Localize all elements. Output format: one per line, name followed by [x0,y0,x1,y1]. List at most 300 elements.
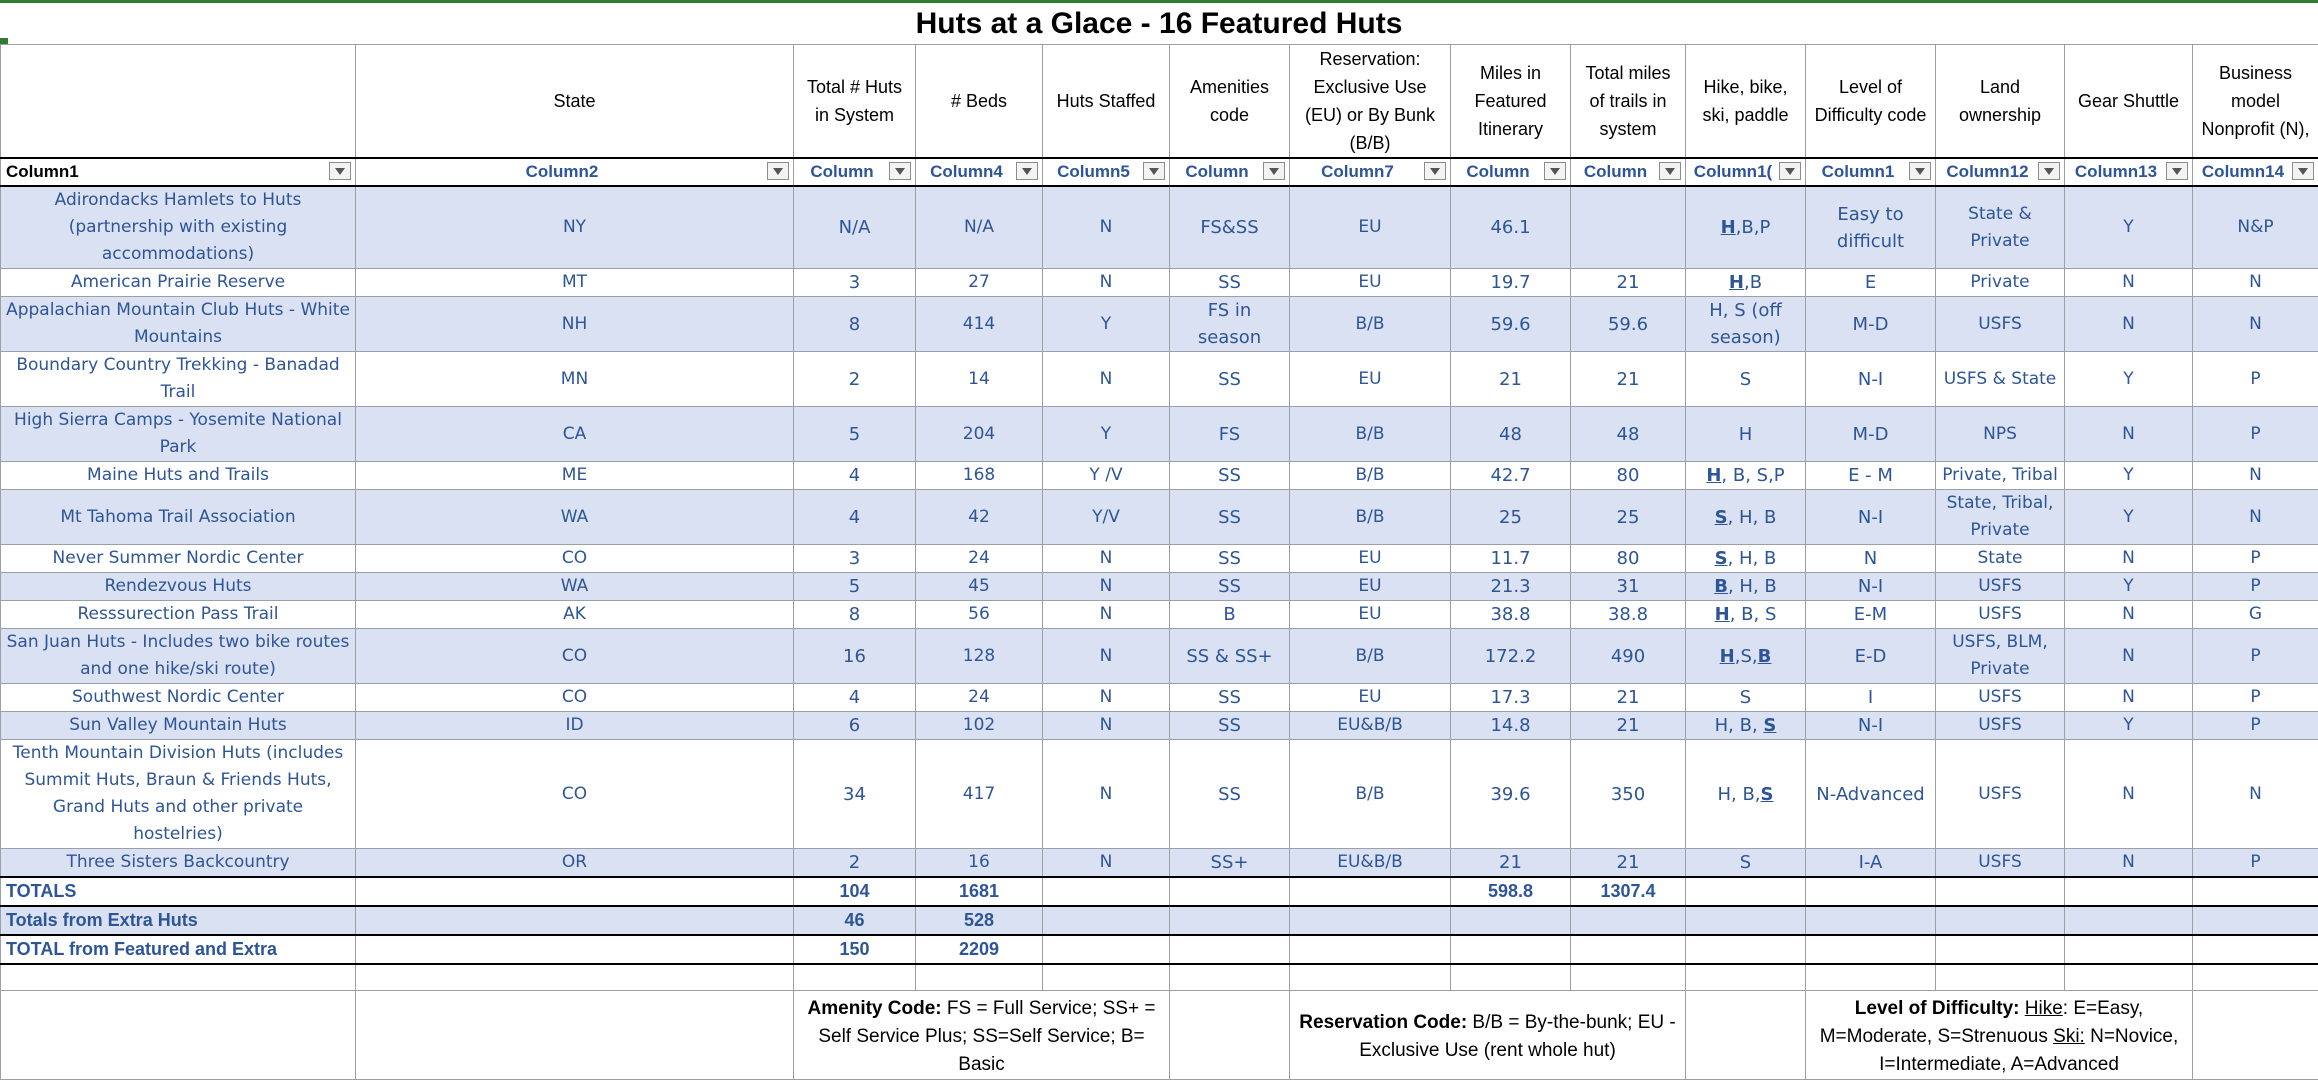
total-miles[interactable] [1451,935,1571,964]
beds-cell[interactable]: 24 [916,545,1043,573]
land-cell[interactable]: USFS [1936,740,2065,849]
huts-cell[interactable]: 34 [794,740,916,849]
state-cell[interactable]: MT [356,269,794,297]
res-cell[interactable]: EU [1290,684,1451,712]
diff-cell[interactable]: E - M [1806,462,1936,490]
shuttle-cell[interactable]: Y [2065,186,2193,269]
state-cell[interactable]: CO [356,740,794,849]
column-filter-13[interactable] [2065,158,2193,186]
activities-cell[interactable] [1686,297,1806,352]
amen-cell[interactable]: B [1170,601,1290,629]
miles-cell[interactable]: 172.2 [1451,629,1571,684]
activities-text: S [1740,852,1751,873]
shuttle-cell[interactable]: Y [2065,712,2193,740]
huts-table [0,44,2318,1080]
shuttle-cell[interactable]: N [2065,601,2193,629]
amen-cell[interactable]: SS [1170,462,1290,490]
trail-cell[interactable]: 38.8 [1571,601,1686,629]
biz-cell[interactable]: P [2193,407,2318,462]
hut-name-cell[interactable]: American Prairie Reserve [1,269,356,297]
totals-label[interactable]: TOTALS [1,877,356,906]
trail-cell[interactable]: 21 [1571,684,1686,712]
total-beds[interactable]: 2209 [916,935,1043,964]
filter-dropdown-icon[interactable] [767,162,789,180]
hut-name-cell[interactable]: Boundary Country Trekking - Banadad Trail [1,352,356,407]
filter-dropdown-icon[interactable] [1424,162,1446,180]
miles-cell[interactable]: 19.7 [1451,269,1571,297]
column-filter-2[interactable] [356,158,794,186]
beds-cell[interactable]: 168 [916,462,1043,490]
primary-activity: H [1706,465,1721,486]
shuttle-cell[interactable]: Y [2065,573,2193,601]
column-filter-4[interactable] [916,158,1043,186]
miles-cell[interactable]: 11.7 [1451,545,1571,573]
miles-cell[interactable]: 21 [1451,849,1571,878]
state-cell[interactable]: NY [356,186,794,269]
header-cell-10[interactable]: Hike, bike, ski, paddle [1686,45,1806,159]
filter-dropdown-icon[interactable] [1544,162,1566,180]
shuttle-cell[interactable]: Y [2065,462,2193,490]
column-filter-5[interactable] [1043,158,1170,186]
header-cell-7[interactable]: Reservation: Exclusive Use (EU) or By Bunk (B/B) [1290,45,1451,159]
column-filter-6[interactable] [1170,158,1290,186]
column-filter-1[interactable] [1,158,356,186]
column-filter-10[interactable] [1686,158,1806,186]
activities-cell[interactable] [1686,352,1806,407]
staffed-cell[interactable]: N [1043,629,1170,684]
column-filter-8[interactable] [1451,158,1571,186]
shuttle-cell[interactable]: N [2065,629,2193,684]
trail-cell[interactable]: 31 [1571,573,1686,601]
huts-cell[interactable]: 2 [794,849,916,878]
amen-cell[interactable]: SS [1170,490,1290,545]
huts-cell[interactable]: 4 [794,462,916,490]
biz-cell[interactable]: P [2193,684,2318,712]
amen-cell[interactable]: SS [1170,545,1290,573]
filter-dropdown-icon[interactable] [1263,162,1285,180]
header-cell-12[interactable]: Land ownership [1936,45,2065,159]
huts-cell[interactable]: 5 [794,407,916,462]
table-row [1,490,2318,545]
huts-cell[interactable]: 3 [794,545,916,573]
staffed-cell[interactable]: Y [1043,407,1170,462]
reservation-code-legend: Reservation Code: B/B = By-the-bunk; EU - Exclusive Use (rent whole hut) [1290,990,1686,1079]
total-huts[interactable]: 104 [794,877,916,906]
primary-activity: H [1729,272,1744,293]
state-cell[interactable]: CA [356,407,794,462]
header-cell-11[interactable]: Level of Difficulty code [1806,45,1936,159]
primary-activity: H [1721,217,1736,238]
filter-label: Column14 [2202,162,2284,181]
activities-cell[interactable] [1686,849,1806,878]
shuttle-cell[interactable]: N [2065,407,2193,462]
filter-row [1,158,2318,186]
table-row [1,629,2318,684]
state-cell[interactable]: CO [356,545,794,573]
filter-label: Column [810,162,873,181]
column-filter-7[interactable] [1290,158,1451,186]
column-filter-12[interactable] [1936,158,2065,186]
trail-cell[interactable]: 350 [1571,740,1686,849]
diff-cell[interactable]: Easy to difficult [1806,186,1936,269]
state-cell[interactable]: AK [356,601,794,629]
table-row [1,849,2318,878]
activities-text: H [1739,424,1753,445]
header-cell-8[interactable]: Miles in Featured Itinerary [1451,45,1571,159]
totals-label[interactable]: TOTAL from Featured and Extra [1,935,356,964]
state-cell[interactable]: CO [356,684,794,712]
activities-cell[interactable] [1686,545,1806,573]
staffed-cell[interactable]: Y [1043,297,1170,352]
state-cell[interactable]: ID [356,712,794,740]
total-trail[interactable] [1571,935,1686,964]
land-cell[interactable]: USFS [1936,297,2065,352]
miles-cell[interactable]: 48 [1451,407,1571,462]
activities-cell[interactable] [1686,601,1806,629]
amen-cell[interactable]: SS [1170,573,1290,601]
huts-cell[interactable]: 5 [794,573,916,601]
hut-name-cell[interactable]: Sun Valley Mountain Huts [1,712,356,740]
beds-cell[interactable]: 14 [916,352,1043,407]
land-cell[interactable]: State [1936,545,2065,573]
amen-cell[interactable]: SS [1170,712,1290,740]
state-cell[interactable]: NH [356,297,794,352]
activities-text: , H, B [1728,507,1777,528]
staffed-cell[interactable]: N [1043,684,1170,712]
header-row [1,45,2318,159]
column-filter-9[interactable] [1571,158,1686,186]
diff-cell[interactable]: M-D [1806,407,1936,462]
huts-cell[interactable]: 2 [794,352,916,407]
diff-cell[interactable]: N-I [1806,352,1936,407]
primary-activity: H [1720,646,1735,667]
state-cell[interactable]: OR [356,849,794,878]
diff-cell[interactable]: E-M [1806,601,1936,629]
amen-cell[interactable]: FS in season [1170,297,1290,352]
shuttle-cell[interactable]: N [2065,740,2193,849]
shuttle-cell[interactable]: N [2065,545,2193,573]
miles-cell[interactable]: 42.7 [1451,462,1571,490]
miles-cell[interactable]: 21.3 [1451,573,1571,601]
beds-cell[interactable]: N/A [916,186,1043,269]
staffed-cell[interactable]: Y /V [1043,462,1170,490]
land-cell[interactable]: USFS [1936,849,2065,878]
diff-cell[interactable]: E [1806,269,1936,297]
diff-cell[interactable]: I [1806,684,1936,712]
total-miles[interactable]: 598.8 [1451,877,1571,906]
column-filter-14[interactable] [2193,158,2318,186]
blank-row [1,964,2318,990]
res-cell[interactable]: EU [1290,186,1451,269]
miles-cell[interactable]: 17.3 [1451,684,1571,712]
header-cell-4[interactable]: # Beds [916,45,1043,159]
state-cell[interactable]: MN [356,352,794,407]
hut-name-cell[interactable]: Adirondacks Hamlets to Huts (partnership with existing accommodations) [1,186,356,269]
biz-cell[interactable]: P [2193,573,2318,601]
diff-cell[interactable]: N-I [1806,490,1936,545]
huts-cell[interactable]: 6 [794,712,916,740]
staffed-cell[interactable]: N [1043,740,1170,849]
res-cell[interactable]: EU [1290,545,1451,573]
header-cell-1[interactable] [1,45,356,159]
trail-cell[interactable]: 80 [1571,462,1686,490]
miles-cell[interactable]: 39.6 [1451,740,1571,849]
land-cell[interactable]: NPS [1936,407,2065,462]
state-cell[interactable]: CO [356,629,794,684]
huts-cell[interactable]: 8 [794,601,916,629]
hut-name-cell[interactable]: Resssurection Pass Trail [1,601,356,629]
biz-cell[interactable]: P [2193,849,2318,878]
shuttle-cell[interactable]: N [2065,297,2193,352]
biz-cell[interactable]: N [2193,740,2318,849]
amen-cell[interactable]: SS [1170,740,1290,849]
res-cell[interactable]: B/B [1290,490,1451,545]
column-filter-3[interactable] [794,158,916,186]
trail-cell[interactable]: 48 [1571,407,1686,462]
trail-cell[interactable]: 21 [1571,849,1686,878]
filter-dropdown-icon[interactable] [1143,162,1165,180]
res-cell[interactable]: B/B [1290,629,1451,684]
miles-cell[interactable]: 21 [1451,352,1571,407]
state-cell[interactable]: WA [356,573,794,601]
staffed-cell[interactable]: N [1043,601,1170,629]
header-cell-5[interactable]: Huts Staffed [1043,45,1170,159]
amen-cell[interactable]: FS [1170,407,1290,462]
filter-label: Column2 [526,162,599,181]
trail-cell[interactable]: 21 [1571,712,1686,740]
total-trail[interactable]: 1307.4 [1571,877,1686,906]
filter-label: Column12 [1946,162,2028,181]
filter-dropdown-icon[interactable] [329,162,351,180]
biz-cell[interactable]: N [2193,462,2318,490]
filter-label: Column [1584,162,1647,181]
filter-dropdown-icon[interactable] [1659,162,1681,180]
diff-cell[interactable]: N [1806,545,1936,573]
amen-cell[interactable]: SS+ [1170,849,1290,878]
trail-cell[interactable] [1571,186,1686,269]
trail-cell[interactable]: 80 [1571,545,1686,573]
diff-cell[interactable]: M-D [1806,297,1936,352]
table-row [1,407,2318,462]
table-row [1,297,2318,352]
land-cell[interactable]: USFS [1936,712,2065,740]
hut-name-cell[interactable]: Maine Huts and Trails [1,462,356,490]
res-cell[interactable]: EU [1290,601,1451,629]
hut-name-cell[interactable]: Appalachian Mountain Club Huts - White Mountains [1,297,356,352]
staffed-cell[interactable]: N [1043,573,1170,601]
res-cell[interactable]: B/B [1290,740,1451,849]
hut-name-cell[interactable]: Rendezvous Huts [1,573,356,601]
filter-dropdown-icon[interactable] [1909,162,1931,180]
hut-name-cell[interactable]: Southwest Nordic Center [1,684,356,712]
hut-name-cell[interactable]: Never Summer Nordic Center [1,545,356,573]
activities-cell[interactable] [1686,573,1806,601]
column-filter-11[interactable] [1806,158,1936,186]
beds-cell[interactable]: 102 [916,712,1043,740]
trail-cell[interactable]: 25 [1571,490,1686,545]
diff-cell[interactable]: N-I [1806,712,1936,740]
beds-cell[interactable]: 414 [916,297,1043,352]
diff-cell[interactable]: I-A [1806,849,1936,878]
biz-cell[interactable]: P [2193,352,2318,407]
beds-cell[interactable]: 417 [916,740,1043,849]
total-miles[interactable] [1451,906,1571,935]
hut-name-cell[interactable]: Tenth Mountain Division Huts (includes Summit Huts, Braun & Friends Huts, Grand Huts and other private hostelries) [1,740,356,849]
amen-cell[interactable]: SS [1170,352,1290,407]
total-huts[interactable]: 150 [794,935,916,964]
res-cell[interactable]: EU [1290,269,1451,297]
beds-cell[interactable]: 27 [916,269,1043,297]
huts-cell[interactable]: N/A [794,186,916,269]
activities-cell[interactable] [1686,269,1806,297]
land-cell[interactable]: USFS & State [1936,352,2065,407]
res-cell[interactable]: EU [1290,352,1451,407]
table-row [1,269,2318,297]
total-trail[interactable] [1571,906,1686,935]
total-beds[interactable]: 528 [916,906,1043,935]
amen-cell[interactable]: SS [1170,269,1290,297]
total-beds[interactable]: 1681 [916,877,1043,906]
trail-cell[interactable]: 59.6 [1571,297,1686,352]
shuttle-cell[interactable]: N [2065,849,2193,878]
land-cell[interactable]: USFS [1936,684,2065,712]
header-cell-14[interactable]: Business model Nonprofit (N), [2193,45,2318,159]
activities-cell[interactable] [1686,186,1806,269]
staffed-cell[interactable]: N [1043,352,1170,407]
biz-cell[interactable]: N [2193,269,2318,297]
shuttle-cell[interactable]: Y [2065,490,2193,545]
staffed-cell[interactable]: N [1043,545,1170,573]
miles-cell[interactable]: 46.1 [1451,186,1571,269]
beds-cell[interactable]: 16 [916,849,1043,878]
activities-cell[interactable] [1686,684,1806,712]
header-cell-13[interactable]: Gear Shuttle [2065,45,2193,159]
staffed-cell[interactable]: N [1043,712,1170,740]
primary-activity: S [1715,548,1728,569]
activities-cell[interactable] [1686,490,1806,545]
staffed-cell[interactable]: N [1043,269,1170,297]
land-cell[interactable]: USFS, BLM, Private [1936,629,2065,684]
beds-cell[interactable]: 56 [916,601,1043,629]
beds-cell[interactable]: 45 [916,573,1043,601]
header-cell-2[interactable]: State [356,45,794,159]
biz-cell[interactable]: N [2193,490,2318,545]
activities-cell[interactable] [1686,712,1806,740]
beds-cell[interactable]: 42 [916,490,1043,545]
diff-cell[interactable]: E-D [1806,629,1936,684]
shuttle-cell[interactable]: Y [2065,352,2193,407]
staffed-cell[interactable]: Y/V [1043,490,1170,545]
biz-cell[interactable]: G [2193,601,2318,629]
filter-label: Column7 [1321,162,1394,181]
activities-cell[interactable] [1686,462,1806,490]
res-cell[interactable]: EU&B/B [1290,849,1451,878]
res-cell[interactable]: EU [1290,573,1451,601]
filter-dropdown-icon[interactable] [1779,162,1801,180]
biz-cell[interactable]: P [2193,545,2318,573]
filter-dropdown-icon[interactable] [2166,162,2188,180]
filter-label: Column5 [1057,162,1130,181]
res-cell[interactable]: B/B [1290,462,1451,490]
res-cell[interactable]: EU&B/B [1290,712,1451,740]
hut-name-cell[interactable]: High Sierra Camps - Yosemite National Park [1,407,356,462]
filter-dropdown-icon[interactable] [2292,162,2314,180]
land-cell[interactable]: USFS [1936,573,2065,601]
biz-cell[interactable]: P [2193,712,2318,740]
filter-label: Column13 [2075,162,2157,181]
huts-cell[interactable]: 4 [794,684,916,712]
state-cell[interactable]: ME [356,462,794,490]
activities-cell[interactable] [1686,629,1806,684]
land-cell[interactable]: USFS [1936,601,2065,629]
activities-text: S [1740,369,1751,390]
res-cell[interactable]: B/B [1290,297,1451,352]
land-cell[interactable]: State, Tribal, Private [1936,490,2065,545]
diff-cell[interactable]: N-I [1806,573,1936,601]
res-cell[interactable]: B/B [1290,407,1451,462]
biz-cell[interactable]: N&P [2193,186,2318,269]
filter-dropdown-icon[interactable] [889,162,911,180]
header-cell-6[interactable]: Amenities code [1170,45,1290,159]
total-huts[interactable]: 46 [794,906,916,935]
amen-cell[interactable]: SS & SS+ [1170,629,1290,684]
hut-name-cell[interactable]: San Juan Huts - Includes two bike routes and one hike/ski route) [1,629,356,684]
amen-cell[interactable]: FS&SS [1170,186,1290,269]
staffed-cell[interactable]: N [1043,186,1170,269]
huts-cell[interactable]: 4 [794,490,916,545]
land-cell[interactable]: Private [1936,269,2065,297]
activities-text: H, B, [1717,784,1760,805]
activities-cell[interactable] [1686,407,1806,462]
miles-cell[interactable]: 25 [1451,490,1571,545]
land-cell[interactable]: Private, Tribal [1936,462,2065,490]
activities-text: , H, B [1728,548,1777,569]
amen-cell[interactable]: SS [1170,684,1290,712]
shuttle-cell[interactable]: N [2065,684,2193,712]
miles-cell[interactable]: 38.8 [1451,601,1571,629]
sheet-title: Huts at a Glace - 16 Featured Huts [0,4,2318,44]
trail-cell[interactable]: 490 [1571,629,1686,684]
miles-cell[interactable]: 59.6 [1451,297,1571,352]
table-row [1,545,2318,573]
huts-cell[interactable]: 16 [794,629,916,684]
table-row [1,573,2318,601]
activities-cell[interactable] [1686,740,1806,849]
beds-cell[interactable]: 128 [916,629,1043,684]
shuttle-cell[interactable]: N [2065,269,2193,297]
huts-cell[interactable]: 8 [794,297,916,352]
state-cell[interactable]: WA [356,490,794,545]
biz-cell[interactable]: N [2193,297,2318,352]
header-cell-3[interactable]: Total # Huts in System [794,45,916,159]
hut-name-cell[interactable]: Three Sisters Backcountry [1,849,356,878]
trail-cell[interactable]: 21 [1571,269,1686,297]
trail-cell[interactable]: 21 [1571,352,1686,407]
staffed-cell[interactable]: N [1043,849,1170,878]
beds-cell[interactable]: 204 [916,407,1043,462]
hut-name-cell[interactable]: Mt Tahoma Trail Association [1,490,356,545]
diff-cell[interactable]: N-Advanced [1806,740,1936,849]
huts-cell[interactable]: 3 [794,269,916,297]
filter-dropdown-icon[interactable] [1016,162,1038,180]
header-cell-9[interactable]: Total miles of trails in system [1571,45,1686,159]
land-cell[interactable]: State & Private [1936,186,2065,269]
miles-cell[interactable]: 14.8 [1451,712,1571,740]
beds-cell[interactable]: 24 [916,684,1043,712]
filter-dropdown-icon[interactable] [2038,162,2060,180]
biz-cell[interactable]: P [2193,629,2318,684]
totals-label[interactable]: Totals from Extra Huts [1,906,356,935]
